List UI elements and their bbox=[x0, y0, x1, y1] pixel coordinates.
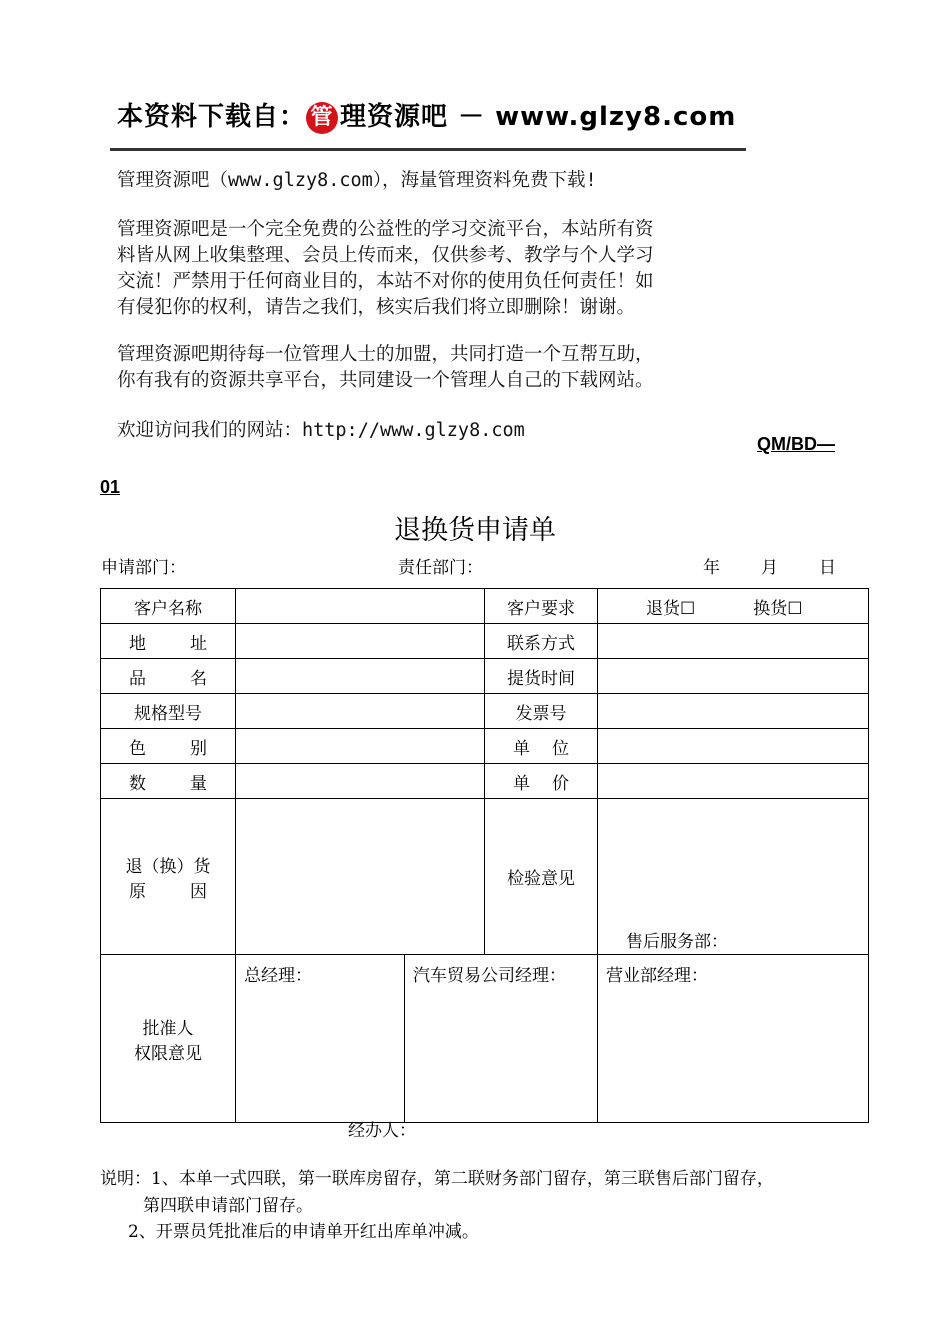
notice-paragraph-3 bbox=[117, 342, 654, 394]
note-1-continued: 第四联申请部门留存。 bbox=[143, 1196, 313, 1216]
sales-mgr-opinion-field[interactable] bbox=[598, 955, 869, 1123]
unit-label: 单位 bbox=[485, 729, 598, 764]
reason-label bbox=[101, 799, 236, 955]
date-month: 月 bbox=[761, 558, 778, 578]
inspection-field[interactable] bbox=[598, 799, 869, 955]
exchange-checkbox[interactable]: 换货☐ bbox=[753, 598, 803, 619]
invoice-no-field[interactable] bbox=[598, 694, 869, 729]
notice-line: 料皆从网上收集整理、会员上传而来，仅供参考、教学与个人学习 bbox=[117, 245, 654, 266]
reason-label-line-1: 退（换）货 bbox=[125, 856, 211, 877]
quantity-label: 数量 bbox=[101, 764, 236, 799]
color-label: 色别 bbox=[101, 729, 236, 764]
approver-label-line-2: 权限意见 bbox=[134, 1043, 202, 1064]
notice-line: 交流！严禁用于任何商业目的，本站不对你的使用负任何责任！如 bbox=[117, 271, 654, 292]
table-row bbox=[101, 799, 869, 955]
unit-field[interactable] bbox=[598, 729, 869, 764]
site-logo: 管 bbox=[306, 102, 338, 134]
reason-label-line-2: 原因 bbox=[129, 881, 207, 902]
date-day: 日 bbox=[819, 558, 836, 578]
pickup-time-field[interactable] bbox=[598, 659, 869, 694]
handler-label: 经办人： bbox=[348, 1121, 416, 1141]
customer-name-label: 客户名称 bbox=[101, 589, 236, 624]
table-row bbox=[101, 624, 869, 659]
return-checkbox[interactable]: 退货☐ bbox=[646, 598, 696, 619]
table-row bbox=[101, 729, 869, 764]
date-line bbox=[703, 553, 836, 578]
inspection-label: 检验意见 bbox=[485, 799, 598, 955]
return-exchange-form-table bbox=[100, 588, 869, 1123]
apply-dept-label: 申请部门： bbox=[101, 558, 186, 578]
reason-field[interactable] bbox=[236, 799, 485, 955]
banner-prefix: 本资料下载自： bbox=[117, 102, 307, 132]
address-field[interactable] bbox=[236, 624, 485, 659]
document-number-suffix: 01 bbox=[100, 477, 121, 497]
spec-model-field[interactable] bbox=[236, 694, 485, 729]
banner-site-name: 理资源吧 － www.glzy8.com bbox=[340, 102, 737, 132]
address-label: 地址 bbox=[101, 624, 236, 659]
notice-line: 管理资源吧是一个完全免费的公益性的学习交流平台，本站所有资 bbox=[117, 219, 654, 240]
table-row bbox=[101, 955, 869, 1123]
gm-label: 总经理： bbox=[244, 966, 312, 986]
form-title: 退换货申请单 bbox=[394, 515, 556, 546]
after-sales-dept-label: 售后服务部： bbox=[626, 932, 728, 952]
banner-divider bbox=[110, 148, 746, 151]
product-name-field[interactable] bbox=[236, 659, 485, 694]
notice-line: 管理资源吧期待每一位管理人士的加盟，共同打造一个互帮互助， bbox=[117, 344, 654, 365]
invoice-no-label: 发票号 bbox=[485, 694, 598, 729]
table-row bbox=[101, 659, 869, 694]
notice-visit-link: 欢迎访问我们的网站：http://www.glzy8.com bbox=[117, 420, 525, 441]
notice-line-1: 管理资源吧（www.glzy8.com），海量管理资料免费下载! bbox=[117, 170, 597, 191]
notice-paragraph-2 bbox=[117, 217, 654, 321]
product-name-label: 品名 bbox=[101, 659, 236, 694]
customer-request-label: 客户要求 bbox=[485, 589, 598, 624]
customer-name-field[interactable] bbox=[236, 589, 485, 624]
date-year: 年 bbox=[703, 558, 720, 578]
table-row bbox=[101, 589, 869, 624]
note-2: 2、开票员凭批准后的申请单开红出库单冲减。 bbox=[128, 1222, 479, 1242]
resp-dept-label: 责任部门： bbox=[398, 558, 483, 578]
table-row bbox=[101, 694, 869, 729]
notice-line: 你有我有的资源共享平台，共同建设一个管理人自己的下载网站。 bbox=[117, 370, 654, 391]
color-field[interactable] bbox=[236, 729, 485, 764]
approver-label-line-1: 批准人 bbox=[142, 1018, 194, 1039]
unit-price-label: 单价 bbox=[485, 764, 598, 799]
table-row bbox=[101, 764, 869, 799]
spec-model-label: 规格型号 bbox=[101, 694, 236, 729]
auto-trade-mgr-opinion-field[interactable] bbox=[405, 955, 598, 1123]
contact-field[interactable] bbox=[598, 624, 869, 659]
notice-line: 有侵犯你的权利，请告之我们，核实后我们将立即删除！谢谢。 bbox=[117, 297, 636, 318]
pickup-time-label: 提货时间 bbox=[485, 659, 598, 694]
gm-opinion-field[interactable] bbox=[236, 955, 405, 1123]
document-number: QM/BD— bbox=[757, 434, 835, 454]
unit-price-field[interactable] bbox=[598, 764, 869, 799]
quantity-field[interactable] bbox=[236, 764, 485, 799]
approver-label bbox=[101, 955, 236, 1123]
note-1: 说明：1、本单一式四联，第一联库房留存，第二联财务部门留存，第三联售后部门留存， bbox=[100, 1169, 774, 1189]
auto-trade-mgr-label: 汽车贸易公司经理： bbox=[413, 966, 566, 986]
sales-mgr-label: 营业部经理： bbox=[606, 966, 708, 986]
contact-label: 联系方式 bbox=[485, 624, 598, 659]
site-banner bbox=[117, 96, 736, 134]
customer-request-options bbox=[598, 589, 869, 624]
